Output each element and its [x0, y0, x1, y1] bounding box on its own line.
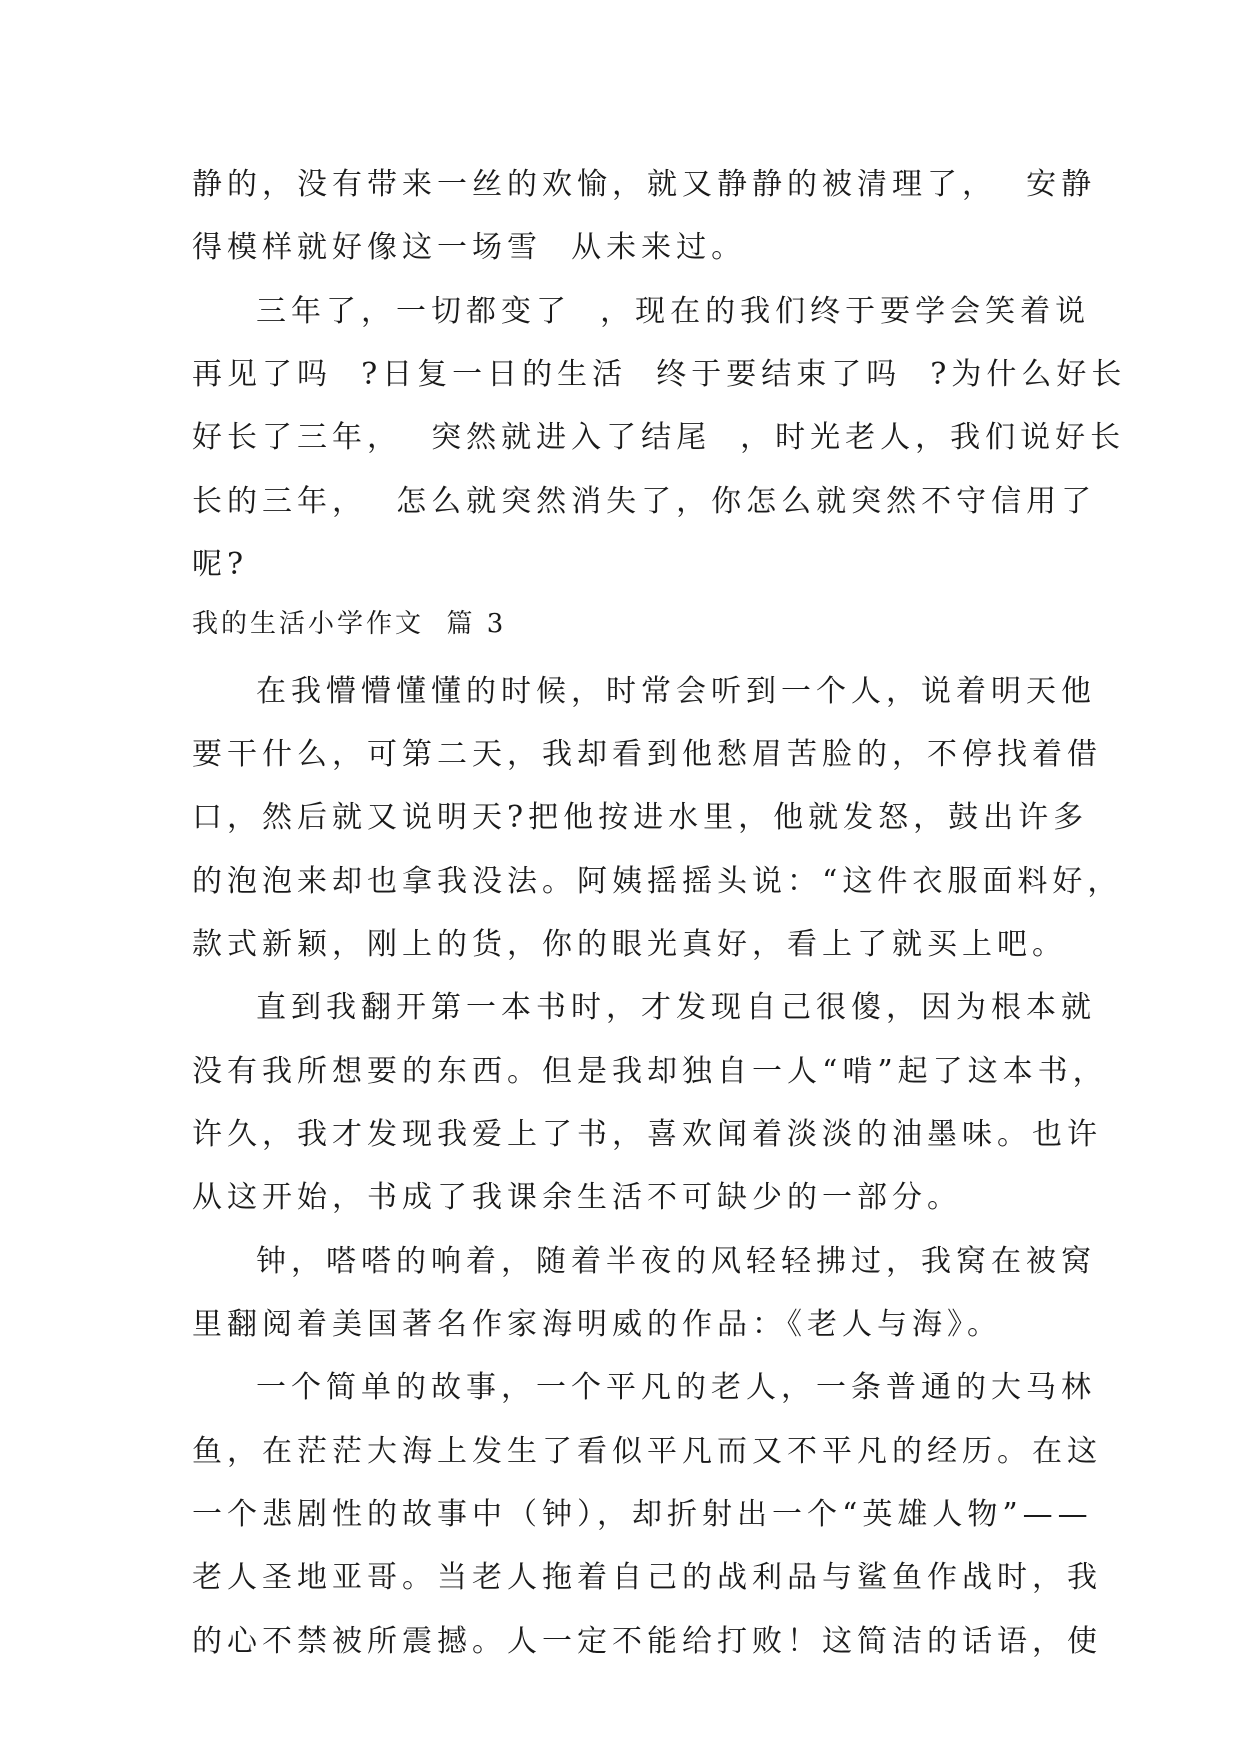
body-line: 呢?: [192, 547, 249, 582]
body-line: 静的，没有带来一丝的欢愉，就又静静的被清理了， 安静: [192, 167, 1097, 202]
body-line: 一个悲剧性的故事中（钟），却折射出一个“英雄人物”——: [192, 1497, 1093, 1532]
body-line: 口，然后就又说明天?把他按进水里，他就发怒，鼓出许多: [192, 800, 1089, 835]
body-line: 里翻阅着美国著名作家海明威的作品：《老人与海》。: [192, 1307, 1002, 1342]
body-line: 许久，我才发现我爱上了书，喜欢闻着淡淡的油墨味。也许: [192, 1117, 1102, 1152]
body-line: 要干什么，可第二天，我却看到他愁眉苦脸的，不停找着借: [192, 737, 1102, 772]
paragraph-first-line: 三年了，一切都变了 ，现在的我们终于要学会笑着说: [256, 294, 1091, 329]
paragraph-first-line: 一个简单的故事，一个平凡的老人，一条普通的大马林: [256, 1370, 1096, 1405]
body-line: 长的三年， 怎么就突然消失了，你怎么就突然不守信用了: [192, 484, 1097, 519]
paragraph-first-line: 直到我翻开第一本书时，才发现自己很傻，因为根本就: [256, 990, 1096, 1025]
body-line: 的泡泡来却也拿我没法。阿姨摇摇头说：“这件衣服面料好，: [192, 864, 1123, 899]
paragraph-first-line: 钟，嗒嗒的响着，随着半夜的风轻轻拂过，我窝在被窝: [256, 1244, 1096, 1279]
paragraph-first-line: 在我懵懵懂懂的时候，时常会听到一个人，说着明天他: [256, 674, 1096, 709]
body-line: 鱼，在茫茫大海上发生了看似平凡而又不平凡的经历。在这: [192, 1434, 1102, 1469]
body-line: 的心不禁被所震撼。人一定不能给打败！这简洁的话语，使: [192, 1624, 1102, 1659]
body-line: 得模样就好像这一场雪 从未来过。: [192, 230, 747, 265]
body-line: 从这开始，书成了我课余生活不可缺少的一部分。: [192, 1180, 962, 1215]
body-line: 没有我所想要的东西。但是我却独自一人“啃”起了这本书，: [192, 1054, 1108, 1089]
body-line: 好长了三年， 突然就进入了结尾 ，时光老人，我们说好长: [192, 420, 1126, 455]
section-heading: 我的生活小学作文 篇 3: [192, 609, 507, 639]
body-line: 再见了吗 ?日复一日的生活 终于要结束了吗 ?为什么好长: [192, 357, 1127, 392]
body-line: 款式新颖，刚上的货，你的眼光真好，看上了就买上吧。: [192, 927, 1067, 962]
body-line: 老人圣地亚哥。当老人拖着自己的战利品与鲨鱼作战时，我: [192, 1560, 1102, 1595]
